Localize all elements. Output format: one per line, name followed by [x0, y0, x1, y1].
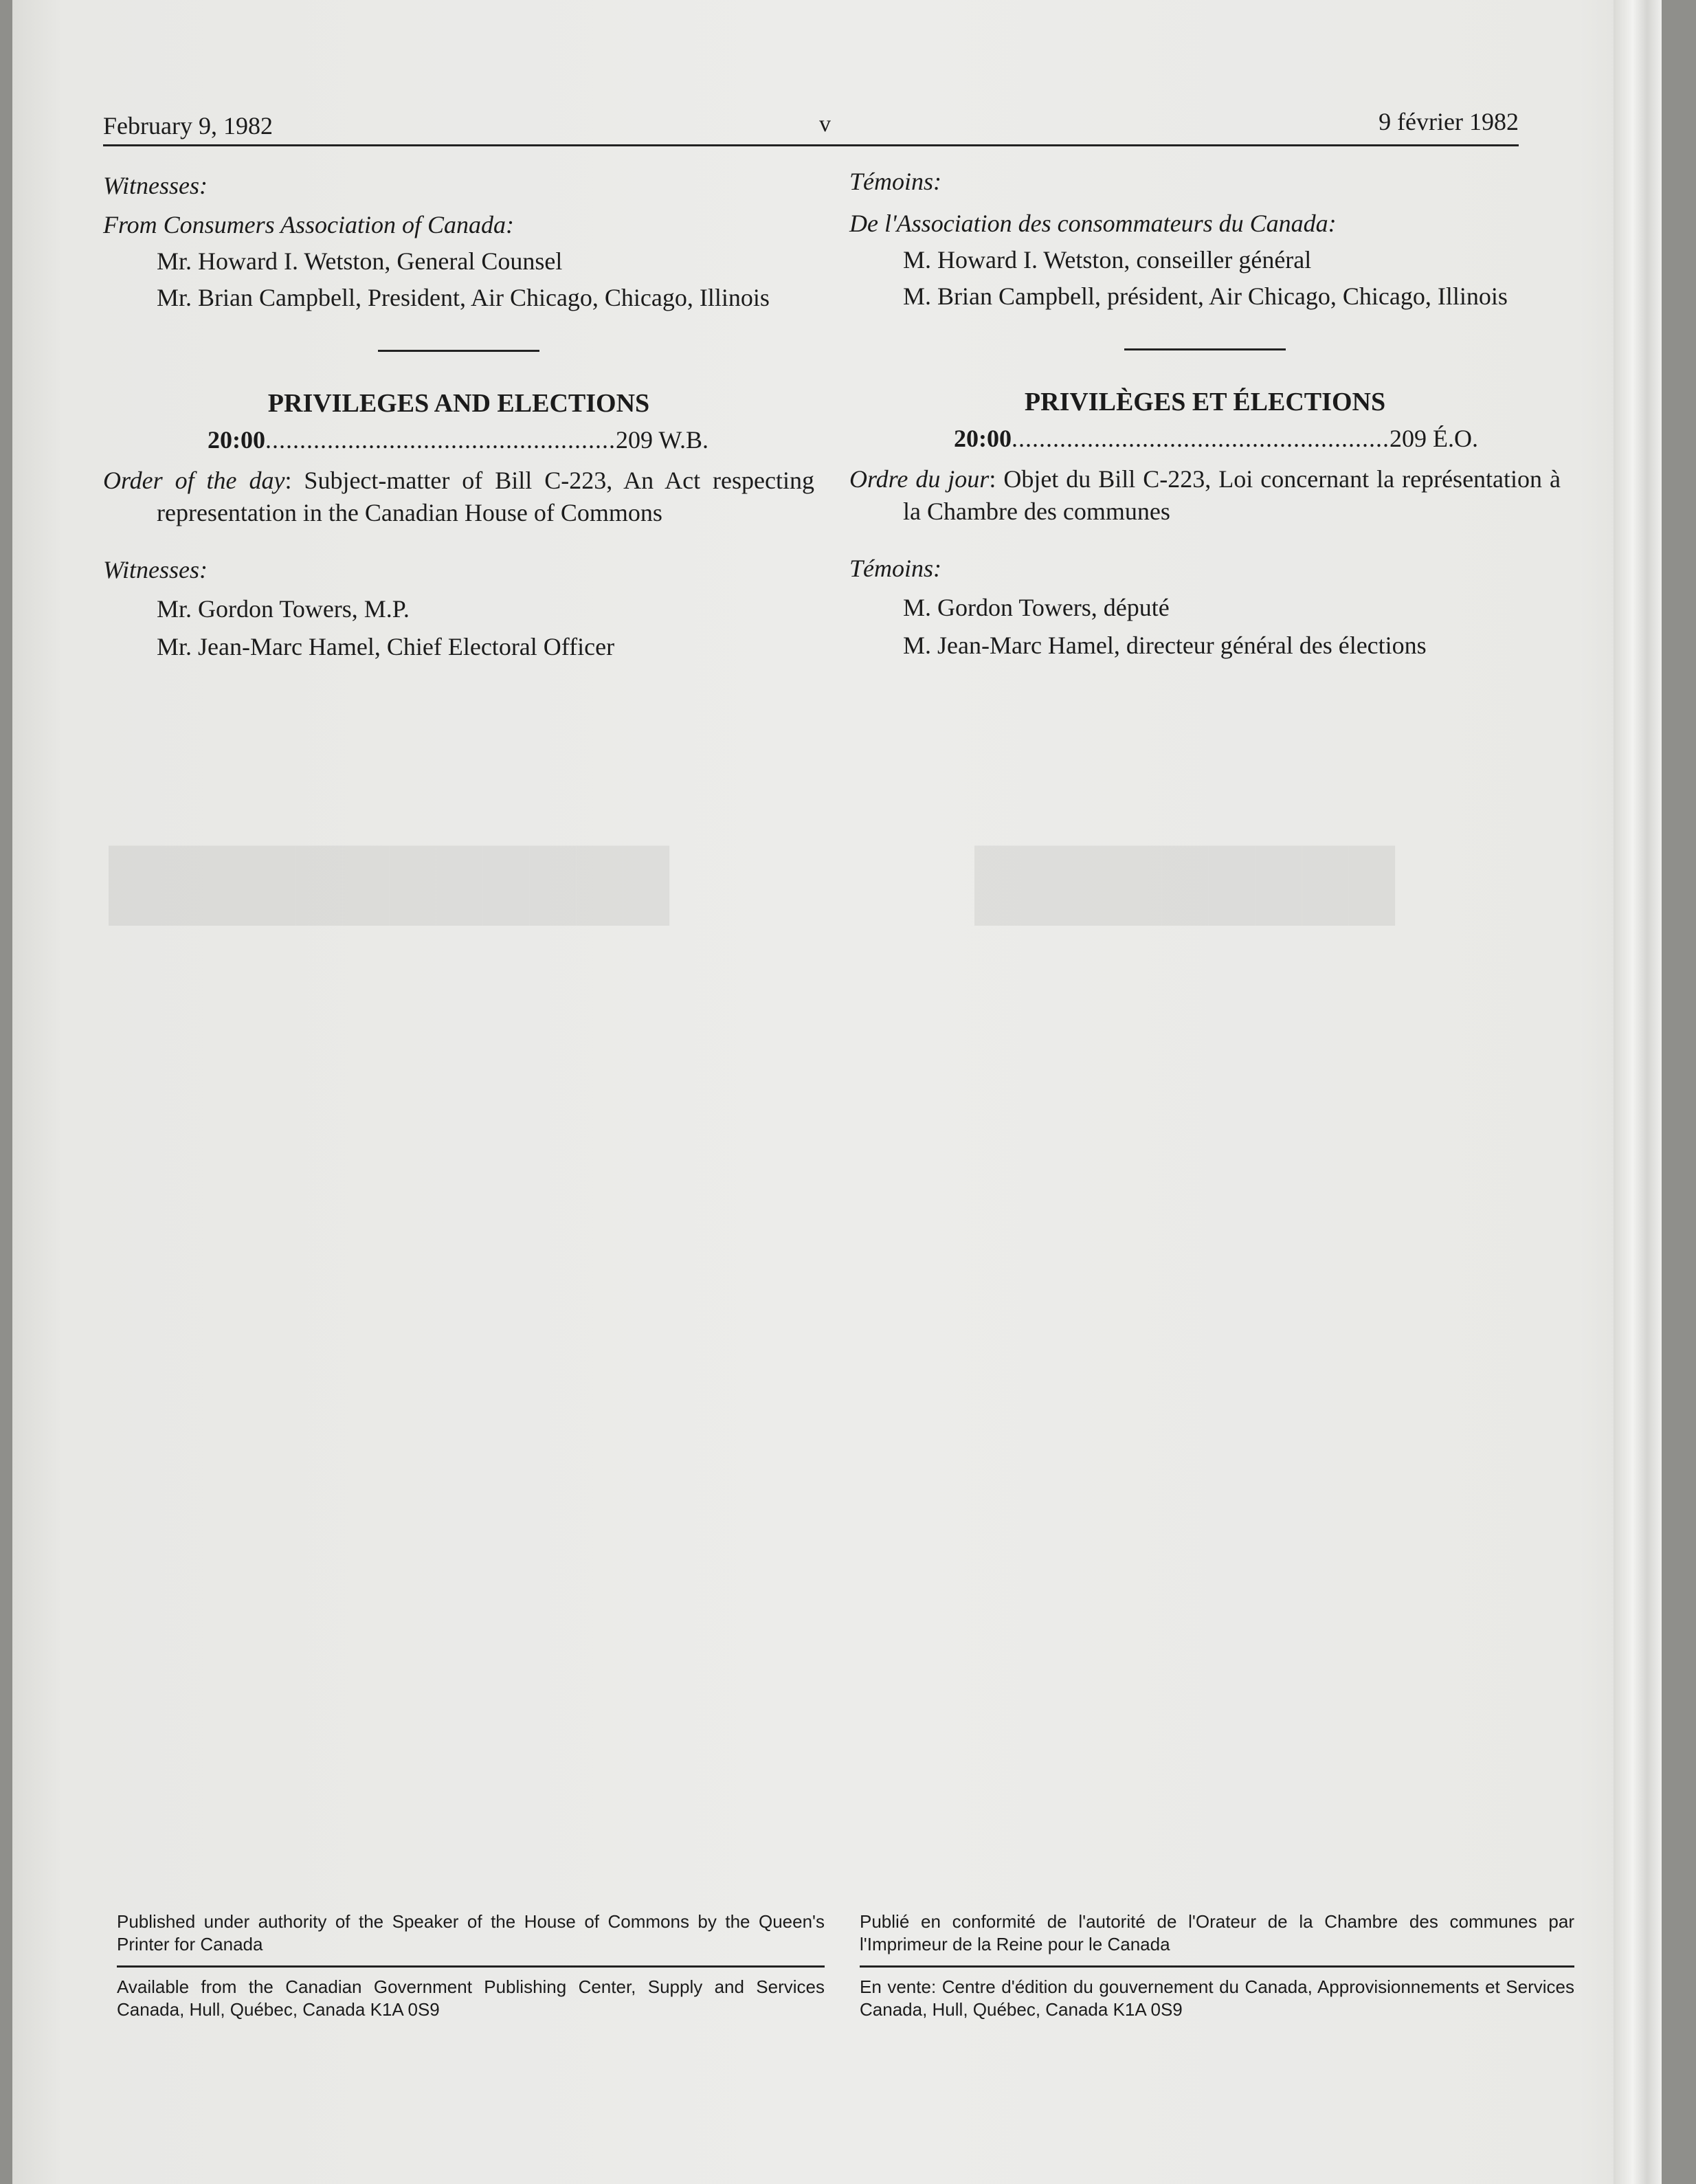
publication-notice: Published under authority of the Speaker of the House of Commons by the Queen's Printer for Canada [117, 1911, 825, 1954]
english-column [103, 161, 814, 663]
order-of-the-day: Ordre du jour: Objet du Bill C-223, Loi concernant la représentation à la Chambre des communes [849, 465, 1561, 525]
witnesses-heading: Witnesses: [103, 556, 208, 583]
witness-entry: Mr. Gordon Towers, M.P. [157, 595, 410, 623]
section-divider [378, 350, 539, 352]
witness-entry: Mr. Jean-Marc Hamel, Chief Electoral Officer [157, 633, 615, 660]
organization-label: From Consumers Association of Canada: [103, 211, 515, 238]
order-of-the-day: Order of the day: Subject-matter of Bill C-223, An Act respecting representation in the Canadian House of Commons [103, 467, 814, 526]
witness-entry: Mr. Howard I. Wetston, General Counsel [157, 247, 563, 275]
witnesses-heading: Témoins: [849, 555, 942, 582]
publication-notice: Publié en conformité de l'autorité de l'Orateur de la Chambre des communes par l'Imprimeur de la Reine pour le Canada [860, 1911, 1574, 1954]
meeting-time: 20:00 [954, 425, 1012, 452]
document-page: ████████████ █████████ February 9, 1982 v 9 février 1982 Witnesses: From Consumers Association of Canada: Mr. Howard I. Wetston, General Counsel Mr. Brian Campbell, President, Air Chicago, Chicago, Illinois PRIVILEGES AND ELECTIONS 20:00 ................................................... 209 W.B. Order of the day: Subject-matter of Bill C-223, An Act respecting representation in the Canadian House of Commons Witnesses: Mr. Gordon Towers, M.P. Mr. Jean-Marc Hamel, Chief Electoral Officer Témoins: De l'Association des consommateurs du Canada: M. Howard I. Wetston, conseiller général M. Brian Campbell, président, Air Chicago, Chicago, Illinois PRIVILÈGES ET ÉLECTIONS 20:00 ....................................................... 209 É.O. Ordre du jour: Objet du Bill C-223, Loi concernant la représentation à la Chambre des communes Témoins: M. Gordon Towers, député M. Jean-Marc Hamel, directeur général des élections Published under authority of the Speaker of the House of Commons by the Queen's Printer for Canada Available from the Canadian Government Publishing Center, Supply and Services Canada, Hull, Québec, Canada K1A 0S9 Publié en conformité de l'autorité de l'Orateur de la Chambre des communes par l'Imprimeur de la Reine pour le Canada En vente: Centre d'édition du gouvernement du Canada, Approvisionnements et Services Canada, Hull, Québec, Canada K1A 0S9 [12, 0, 1662, 2184]
witnesses-heading: Witnesses: [103, 172, 208, 199]
meeting-time: 20:00 [208, 426, 265, 454]
page-number: v [819, 111, 831, 137]
footer-french [860, 1910, 1574, 2021]
header-date-en: February 9, 1982 [103, 112, 273, 140]
footer-rule [117, 1965, 825, 1968]
meeting-room: 209 W.B. [616, 426, 709, 454]
page-edge [1614, 0, 1662, 2184]
header-date-fr: 9 février 1982 [1379, 108, 1519, 135]
availability-notice: Available from the Canadian Government Publishing Center, Supply and Services Canada, Hull, Québec, Canada K1A 0S9 [117, 1976, 825, 2020]
witness-entry: M. Gordon Towers, député [903, 594, 1170, 621]
meeting-time-line [103, 424, 814, 456]
meeting-time-line [849, 423, 1561, 455]
running-header [103, 103, 1519, 146]
witness-entry: M. Howard I. Wetston, conseiller général [903, 246, 1312, 274]
witnesses-heading: Témoins: [849, 168, 942, 195]
french-column [849, 161, 1561, 662]
dot-leader: ....................................................... [1012, 425, 1390, 452]
footer-rule [860, 1965, 1574, 1968]
section-title: PRIVILEGES AND ELECTIONS [267, 389, 650, 418]
witness-entry: Mr. Brian Campbell, President, Air Chicago, Chicago, Illinois [157, 284, 770, 311]
meeting-room: 209 É.O. [1390, 425, 1478, 452]
section-title: PRIVILÈGES ET ÉLECTIONS [1024, 388, 1386, 416]
witness-entry: M. Brian Campbell, président, Air Chicago, Chicago, Illinois [903, 282, 1508, 310]
dot-leader: ................................................... [265, 426, 616, 454]
organization-label: De l'Association des consommateurs du Canada: [849, 210, 1337, 237]
footer-english [117, 1910, 825, 2021]
availability-notice: En vente: Centre d'édition du gouvernement du Canada, Approvisionnements et Services Canada, Hull, Québec, Canada K1A 0S9 [860, 1976, 1574, 2020]
witness-entry: M. Jean-Marc Hamel, directeur général des élections [903, 632, 1427, 659]
section-divider [1124, 348, 1286, 350]
